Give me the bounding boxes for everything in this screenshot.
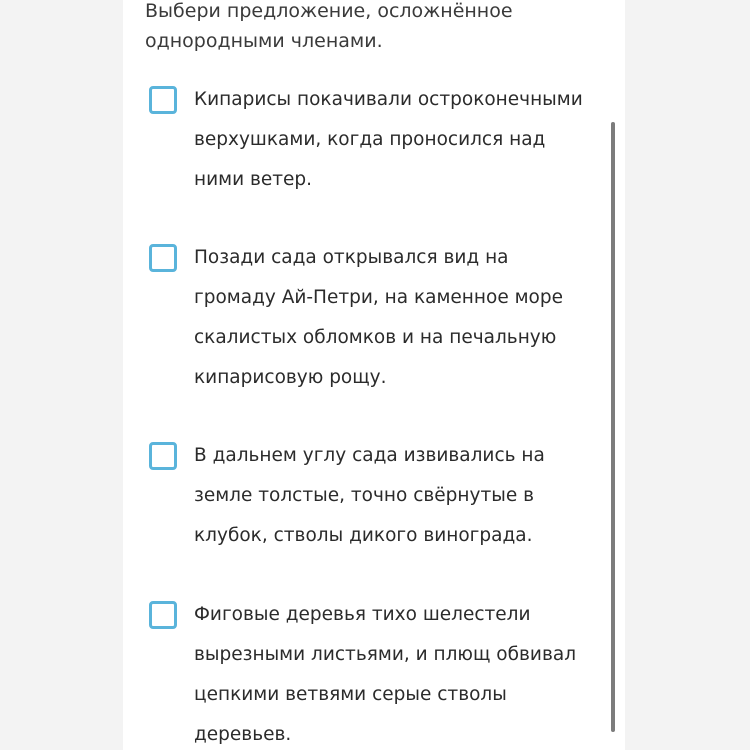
answer-checkbox-1[interactable]	[149, 86, 177, 114]
answer-option-4[interactable]	[149, 595, 599, 750]
answer-option-text[interactable]: Фиговые деревья тихо шелестели вырезными листьями, и плющ обвивал цепкими ветвями серые стволы деревьев.	[194, 604, 577, 745]
answer-option-1[interactable]	[149, 80, 599, 200]
answer-checkbox-4[interactable]	[149, 601, 177, 629]
answer-checkbox-3[interactable]	[149, 442, 177, 470]
question-prompt: Выбери предложение, осложнённое однородными членами.	[145, 0, 513, 52]
scrollbar[interactable]	[611, 122, 615, 732]
answer-option-2[interactable]	[149, 238, 599, 398]
answer-option-text[interactable]: В дальнем углу сада извивались на земле толстые, точно свёрнутые в клубок, стволы дикого винограда.	[194, 445, 545, 546]
answer-checkbox-2[interactable]	[149, 244, 177, 272]
answer-option-text[interactable]: Позади сада открывался вид на громаду Ай-Петри, на каменное море скалистых обломков и на печальную кипарисовую рощу.	[194, 247, 563, 388]
answer-option-text[interactable]: Кипарисы покачивали остроконечными верхушками, когда проносился над ними ветер.	[194, 89, 583, 190]
answer-option-3[interactable]	[149, 436, 599, 556]
